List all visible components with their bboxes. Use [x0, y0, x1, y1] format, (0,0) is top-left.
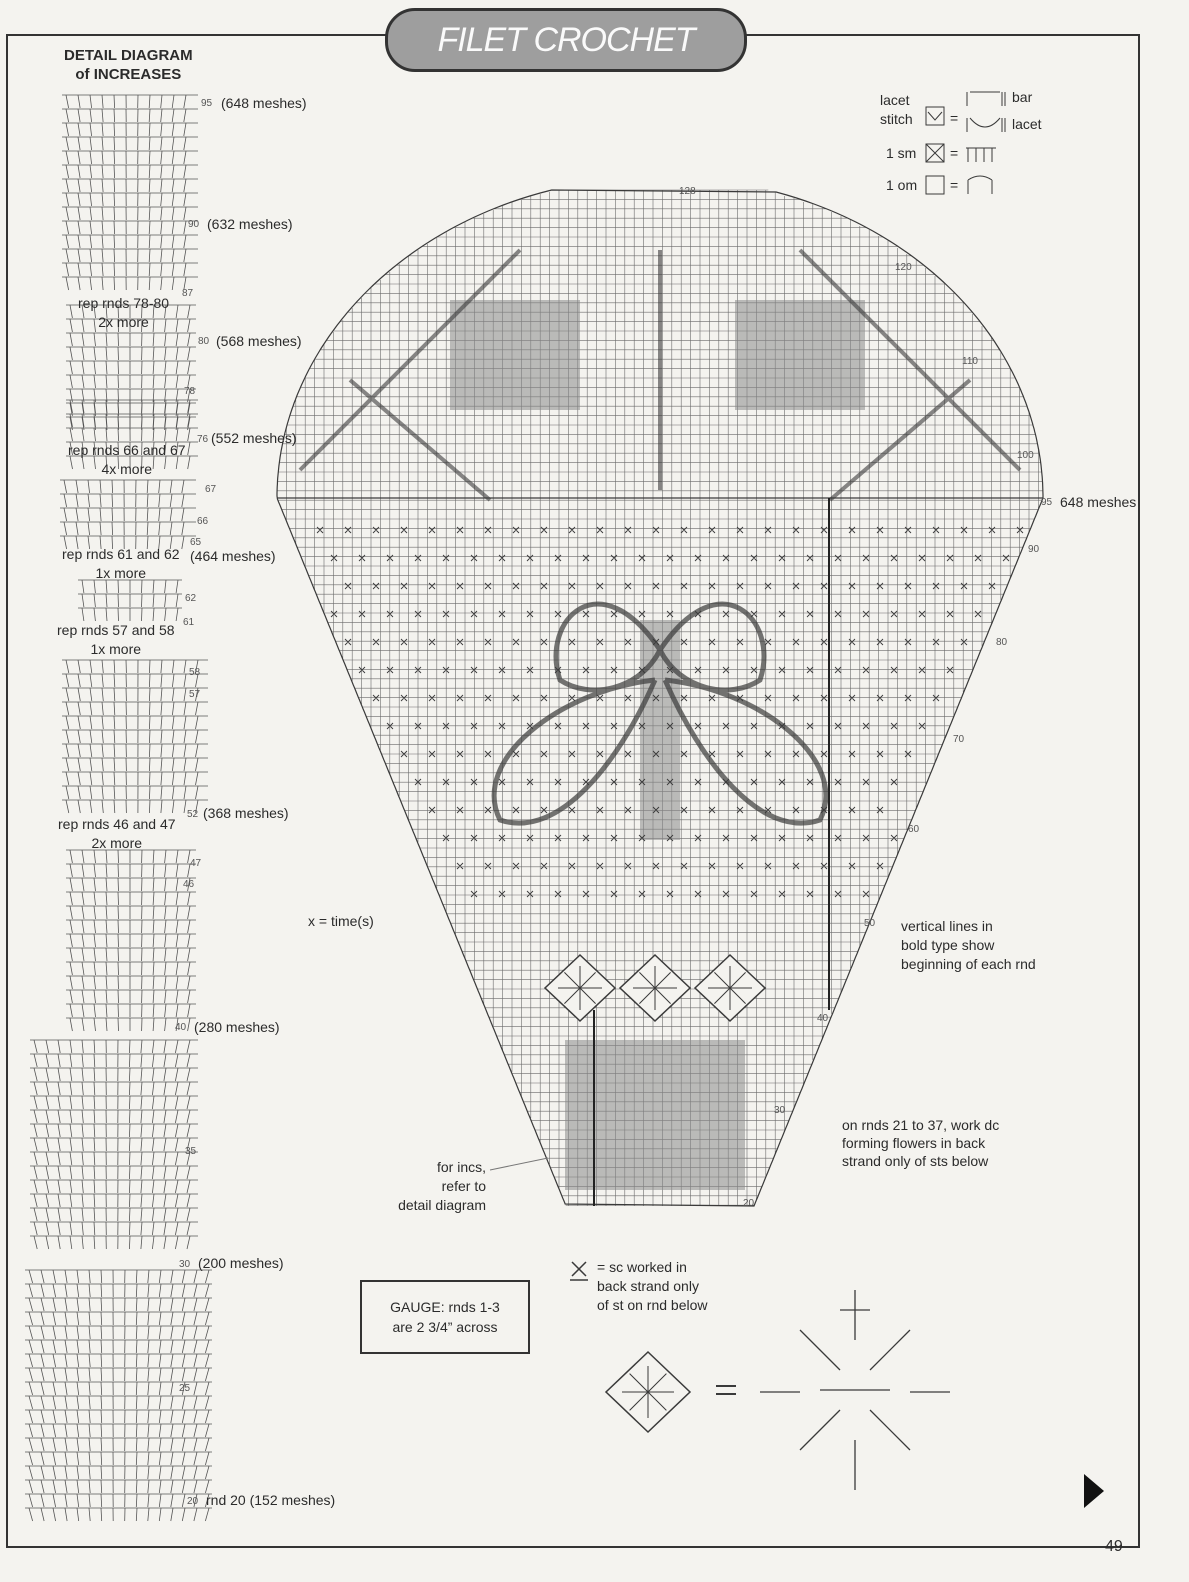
chart-rnd-label: 70: [953, 734, 965, 745]
legend-sm-label: 1 sm: [886, 145, 917, 161]
chart-rnd-label: 100: [1017, 450, 1034, 461]
chart-rnd-label: 90: [1028, 544, 1040, 555]
om-icon: [926, 176, 944, 194]
detail-rnd-label: 78: [184, 386, 196, 397]
detail-rnd-label: 62: [185, 593, 197, 604]
detail-rnd-label: 95: [201, 98, 213, 109]
page-title: FILET CROCHET: [437, 20, 695, 59]
detail-rnd-label: 20: [187, 1496, 199, 1507]
repeat-note: rep rnds 66 and 67 4x more: [68, 442, 186, 477]
detail-rnd-label: 40: [175, 1022, 187, 1033]
legend-stitch-label: stitch: [880, 111, 913, 127]
detail-meshes-label: (464 meshes): [190, 548, 276, 564]
detail-rnd-label: 47: [190, 858, 202, 869]
lacet-icon: [926, 107, 944, 125]
detail-stitch-stack: [60, 480, 196, 549]
diamond-legend-rays: [622, 1366, 674, 1418]
lacet-v-icon: [928, 112, 942, 120]
detail-meshes-label: (552 meshes): [211, 430, 297, 446]
detail-rnd-label: 61: [183, 617, 195, 628]
detail-meshes-label: (200 meshes): [198, 1255, 284, 1271]
repeat-note: rep rnds 78-80 2x more: [78, 295, 170, 330]
om-dc-icon: [968, 176, 992, 194]
incs-leader: [490, 1158, 548, 1170]
detail-rnd-label: 67: [205, 484, 217, 495]
chart-rnd-label: 80: [996, 637, 1008, 648]
four-dc-icon: [966, 148, 996, 162]
detail-rnd-label: 57: [189, 689, 201, 700]
star-stitch-detail-icon: [760, 1290, 950, 1490]
repeat-note: rep rnds 46 and 47 2x more: [58, 816, 176, 851]
chart-rnd-label: 110: [962, 356, 978, 367]
flower-motif-left: [450, 300, 580, 410]
detail-rnd-label: 30: [179, 1259, 191, 1270]
bar-lacet-icon: [967, 92, 1005, 132]
page-number: 49: [1105, 1538, 1123, 1555]
star-rays: [708, 966, 752, 1010]
chart-rnd-label: 120: [895, 262, 912, 273]
chart-rnd-label: 128: [679, 186, 696, 197]
chart-rnd-label: 50: [864, 918, 876, 929]
detail-rnd-label: 58: [189, 667, 201, 678]
legend-lacet-sub-label: lacet: [1012, 116, 1042, 132]
detail-meshes-label: (568 meshes): [216, 333, 302, 349]
repeat-note: rep rnds 57 and 58 1x more: [57, 622, 175, 657]
detail-rnd-label: 66: [197, 516, 209, 527]
star-rays: [633, 966, 677, 1010]
detail-meshes-label: rnd 20 (152 meshes): [206, 1492, 336, 1508]
detail-stitch-stack: [62, 660, 208, 813]
legend-equals: =: [950, 145, 959, 161]
sm-x-icon: [926, 144, 944, 162]
gauge-line: are 2 3/4” across: [392, 1319, 498, 1335]
detail-stitch-stack: [30, 1040, 198, 1249]
detail-stitch-stack: [78, 580, 182, 621]
chart-rnd-label: 20: [743, 1198, 755, 1209]
times-note: x = time(s): [308, 913, 374, 929]
gauge-box: [360, 1280, 530, 1354]
detail-rnd-label: 87: [182, 288, 194, 299]
star-rays: [558, 966, 602, 1010]
legend-equals: =: [950, 110, 959, 126]
gauge-line: GAUGE: rnds 1-3: [390, 1299, 500, 1315]
detail-rnd-label: 90: [188, 219, 200, 230]
flower-motif-bottom: [565, 1040, 745, 1190]
sc-note: = sc worked in back strand only of st on rnd below: [597, 1259, 708, 1313]
legend-om-label: 1 om: [886, 177, 918, 193]
next-page-arrow-icon[interactable]: [1084, 1474, 1104, 1508]
equals-icon: [716, 1386, 736, 1394]
detail-meshes-label: (368 meshes): [203, 805, 289, 821]
detail-rnd-label: 46: [183, 879, 195, 890]
flower-motif-right: [735, 300, 865, 410]
chart-rnd-label: 30: [774, 1105, 786, 1116]
detail-meshes-label: (648 meshes): [221, 95, 307, 111]
detail-rnd-label: 25: [179, 1383, 191, 1394]
detail-stitch-stack: [25, 1270, 212, 1521]
detail-rnd-label: 35: [185, 1146, 197, 1157]
chart-rnd-label: 40: [817, 1013, 829, 1024]
detail-rnd-label: 65: [190, 537, 202, 548]
legend-equals: =: [950, 177, 959, 193]
chart-rnd-label: 60: [908, 824, 920, 835]
detail-rnd-label: 80: [198, 336, 210, 347]
sc-x-legend-icon: [570, 1262, 588, 1280]
detail-stitch-stack: [66, 850, 196, 1031]
repeat-note: rep rnds 61 and 62 1x more: [62, 546, 180, 581]
chart-meshes-95: 648 meshes: [1060, 494, 1137, 510]
chart-rnd-label: 95: [1041, 497, 1053, 508]
incs-note: for incs, refer to detail diagram: [398, 1159, 486, 1213]
flowers-note: on rnds 21 to 37, work dc forming flowers in back strand only of sts below: [842, 1117, 1000, 1169]
legend-bar-label: bar: [1012, 89, 1033, 105]
detail-rnd-label: 76: [197, 434, 209, 445]
detail-diagram-title: DETAIL DIAGRAM of INCREASES: [64, 47, 193, 83]
detail-stitch-stack: [62, 95, 198, 290]
vertical-lines-note: vertical lines in bold type show beginning of each rnd: [901, 918, 1036, 972]
detail-rnd-label: 52: [187, 809, 199, 820]
detail-meshes-label: (632 meshes): [207, 216, 293, 232]
legend-lacet-label: lacet: [880, 92, 910, 108]
detail-meshes-label: (280 meshes): [194, 1019, 280, 1035]
